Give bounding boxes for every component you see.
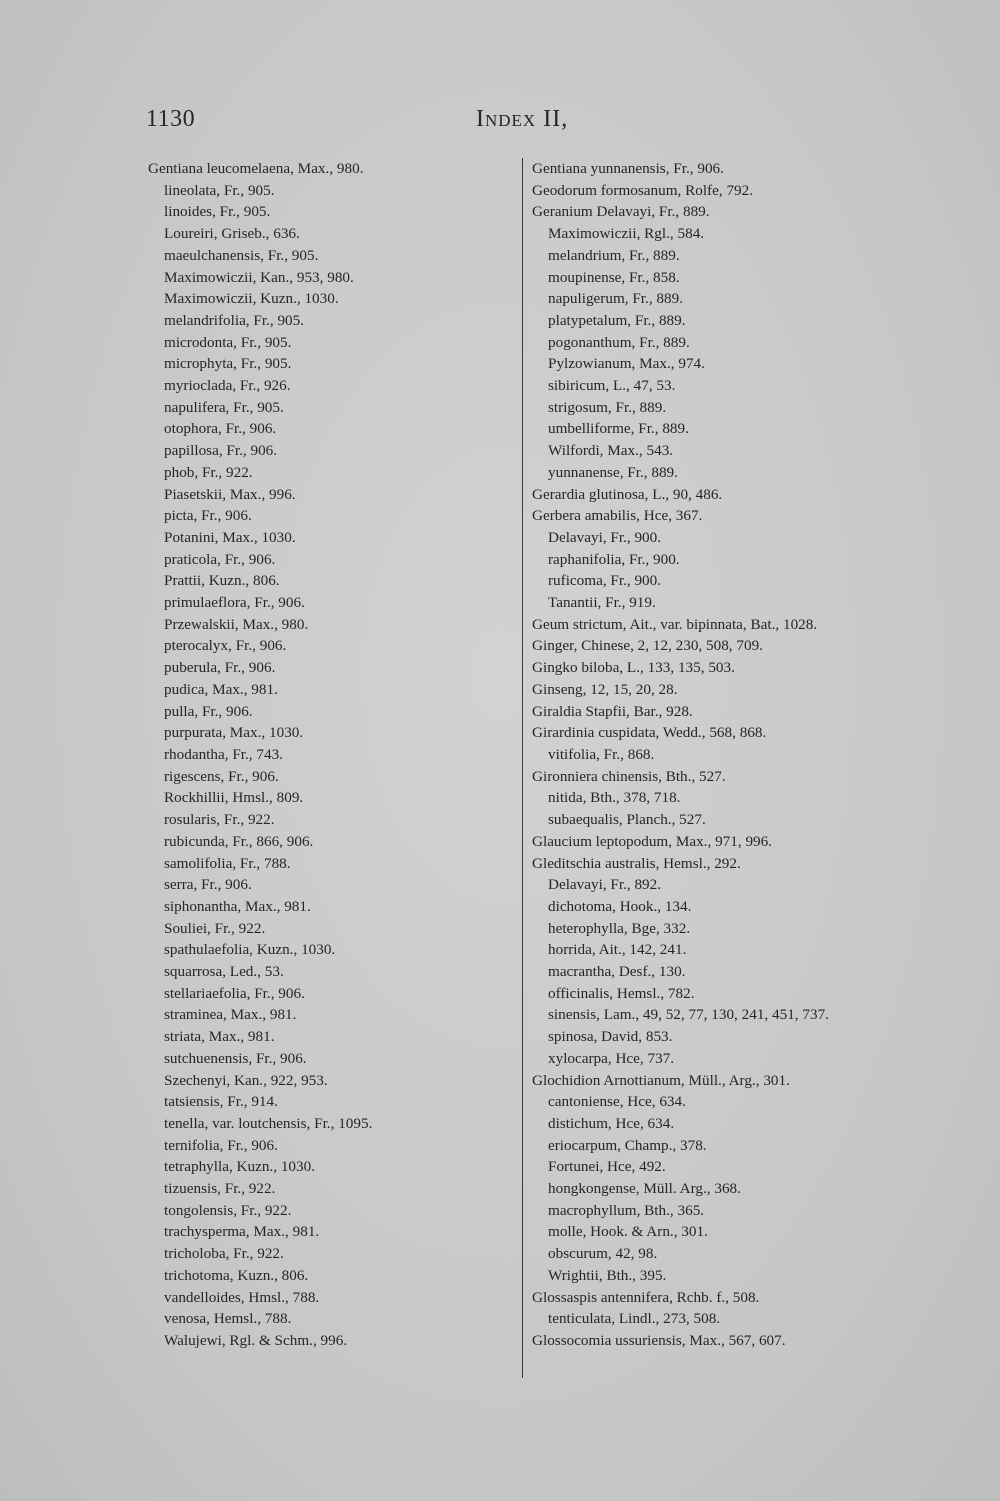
index-subentry: raphanifolia, Fr., 900. [548,550,680,568]
index-subentry: ternifolia, Fr., 906. [164,1136,278,1154]
index-subentry: tricholoba, Fr., 922. [164,1245,284,1263]
index-subentry: pogonanthum, Fr., 889. [548,333,690,351]
index-subentry: macrantha, Desf., 130. [548,963,686,981]
index-subentry: nitida, Bth., 378, 718. [548,789,681,807]
index-subentry: phob, Fr., 922. [164,463,253,481]
index-subentry: tizuensis, Fr., 922. [164,1180,276,1198]
index-entry: Geranium Delavayi, Fr., 889. [532,203,710,221]
index-subentry: Walujewi, Rgl. & Schm., 996. [164,1331,348,1349]
index-subentry: rigescens, Fr., 906. [164,767,279,785]
index-entry: Girardinia cuspidata, Wedd., 568, 868. [532,724,767,742]
index-subentry: ruficoma, Fr., 900. [548,572,662,590]
index-subentry: napuligerum, Fr., 889. [548,290,683,308]
index-subentry: straminea, Max., 981. [164,1006,297,1024]
index-subentry: picta, Fr., 906. [164,507,252,525]
index-subentry: dichotoma, Hook., 134. [548,897,692,915]
page-number: 1130 [146,106,196,132]
index-subentry: hongkongense, Müll. Arg., 368. [548,1180,741,1198]
index-subentry: Pylzowianum, Max., 974. [548,355,705,373]
index-subentry: Maximowiczii, Kan., 953, 980. [164,268,354,286]
index-entry: Gironniera chinensis, Bth., 527. [532,767,726,785]
index-subentry: Szechenyi, Kan., 922, 953. [164,1071,328,1089]
index-subentry: lineolata, Fr., 905. [164,181,275,199]
index-subentry: papillosa, Fr., 906. [164,442,278,460]
index-entry: Gleditschia australis, Hemsl., 292. [532,854,741,872]
index-subentry: napulifera, Fr., 905. [164,398,284,416]
index-subentry: Prattii, Kuzn., 806. [164,572,280,590]
index-subentry: trachysperma, Max., 981. [164,1223,320,1241]
index-column-left [148,158,513,1352]
index-subentry: yunnanense, Fr., 889. [548,463,678,481]
index-entry: Geum strictum, Ait., var. bipinnata, Bat., 1028. [532,615,818,633]
running-title: Index II, [476,106,569,132]
index-subentry: tongolensis, Fr., 922. [164,1201,292,1219]
index-subentry: umbelliforme, Fr., 889. [548,420,689,438]
index-subentry: Maximowiczii, Kuzn., 1030. [164,290,339,308]
index-subentry: microdonta, Fr., 905. [164,333,292,351]
index-subentry: Piasetskii, Max., 996. [164,485,296,503]
column-divider [522,158,523,1378]
index-subentry: sutchuenensis, Fr., 906. [164,1049,307,1067]
index-subentry: heterophylla, Bge, 332. [548,919,691,937]
index-subentry: moupinense, Fr., 858. [548,268,680,286]
index-subentry: maeulchanensis, Fr., 905. [164,246,319,264]
index-subentry: Wilfordi, Max., 543. [548,442,674,460]
index-entry: Gerbera amabilis, Hce, 367. [532,507,703,525]
index-subentry: purpurata, Max., 1030. [164,724,304,742]
index-subentry: tetraphylla, Kuzn., 1030. [164,1158,315,1176]
index-entry: Geodorum formosanum, Rolfe, 792. [532,181,754,199]
index-entry: Glossaspis antennifera, Rchb. f., 508. [532,1288,760,1306]
index-subentry: pterocalyx, Fr., 906. [164,637,287,655]
index-subentry: Wrightii, Bth., 395. [548,1266,667,1284]
index-entry: Glochidion Arnottianum, Müll., Arg., 301. [532,1071,790,1089]
index-subentry: serra, Fr., 906. [164,876,252,894]
index-subentry: vitifolia, Fr., 868. [548,745,655,763]
index-subentry: stellariaefolia, Fr., 906. [164,984,305,1002]
index-entry: Gerardia glutinosa, L., 90, 486. [532,485,723,503]
index-subentry: obscurum, 42, 98. [548,1245,658,1263]
index-entry: Glossocomia ussuriensis, Max., 567, 607. [532,1331,786,1349]
index-subentry: striata, Max., 981. [164,1028,275,1046]
index-subentry: molle, Hook. & Arn., 301. [548,1223,708,1241]
index-entry: Gingko biloba, L., 133, 135, 503. [532,659,735,677]
index-subentry: otophora, Fr., 906. [164,420,277,438]
index-subentry: spathulaefolia, Kuzn., 1030. [164,941,336,959]
index-subentry: tenticulata, Lindl., 273, 508. [548,1310,721,1328]
index-subentry: macrophyllum, Bth., 365. [548,1201,705,1219]
index-entry: Ginger, Chinese, 2, 12, 230, 508, 709. [532,637,763,655]
index-entry: Glaucium leptopodum, Max., 971, 996. [532,832,773,850]
index-subentry: primulaeflora, Fr., 906. [164,594,305,612]
index-subentry: sinensis, Lam., 49, 52, 77, 130, 241, 451, 737. [548,1006,829,1024]
index-subentry: melandrifolia, Fr., 905. [164,311,305,329]
index-subentry: horrida, Ait., 142, 241. [548,941,687,959]
index-subentry: myrioclada, Fr., 926. [164,377,291,395]
index-subentry: Potanini, Max., 1030. [164,528,296,546]
index-subentry: praticola, Fr., 906. [164,550,276,568]
index-subentry: squarrosa, Led., 53. [164,963,284,981]
index-subentry: melandrium, Fr., 889. [548,246,680,264]
index-entry: Giraldia Stapfii, Bar., 928. [532,702,693,720]
index-subentry: pulla, Fr., 906. [164,702,253,720]
index-subentry: Delavayi, Fr., 892. [548,876,662,894]
index-entry: Gentiana yunnanensis, Fr., 906. [532,160,724,177]
index-subentry: eriocarpum, Champ., 378. [548,1136,707,1154]
index-subentry: strigosum, Fr., 889. [548,398,667,416]
index-subentry: rhodantha, Fr., 743. [164,745,283,763]
index-subentry: distichum, Hce, 634. [548,1114,675,1132]
index-subentry: pudica, Max., 981. [164,680,278,698]
index-subentry: Loureiri, Griseb., 636. [164,225,300,243]
index-subentry: Souliei, Fr., 922. [164,919,266,937]
index-subentry: subaequalis, Planch., 527. [548,811,706,829]
index-subentry: platypetalum, Fr., 889. [548,311,686,329]
index-subentry: rubicunda, Fr., 866, 906. [164,832,314,850]
index-subentry: cantoniense, Hce, 634. [548,1093,686,1111]
index-subentry: microphyta, Fr., 905. [164,355,292,373]
index-subentry: venosa, Hemsl., 788. [164,1310,292,1328]
index-subentry: Fortunei, Hce, 492. [548,1158,666,1176]
index-subentry: Przewalskii, Max., 980. [164,615,309,633]
index-entry: Ginseng, 12, 15, 20, 28. [532,680,678,698]
index-subentry: trichotoma, Kuzn., 806. [164,1266,309,1284]
index-subentry: samolifolia, Fr., 788. [164,854,291,872]
index-entry: Gentiana leucomelaena, Max., 980. [148,160,364,177]
index-column-right [532,158,922,1352]
index-subentry: sibiricum, L., 47, 53. [548,377,676,395]
index-subentry: puberula, Fr., 906. [164,659,276,677]
index-subentry: xylocarpa, Hce, 737. [548,1049,675,1067]
index-subentry: Rockhillii, Hmsl., 809. [164,789,304,807]
index-subentry: officinalis, Hemsl., 782. [548,984,695,1002]
index-subentry: Delavayi, Fr., 900. [548,528,662,546]
index-subentry: Tanantii, Fr., 919. [548,594,656,612]
index-subentry: tatsiensis, Fr., 914. [164,1093,278,1111]
index-subentry: vandelloides, Hmsl., 788. [164,1288,320,1306]
index-subentry: tenella, var. loutchensis, Fr., 1095. [164,1114,373,1132]
index-subentry: linoides, Fr., 905. [164,203,271,221]
page-header [146,106,616,142]
index-subentry: rosularis, Fr., 922. [164,811,275,829]
index-subentry: siphonantha, Max., 981. [164,897,311,915]
index-subentry: spinosa, David, 853. [548,1028,673,1046]
index-subentry: Maximowiczii, Rgl., 584. [548,225,705,243]
